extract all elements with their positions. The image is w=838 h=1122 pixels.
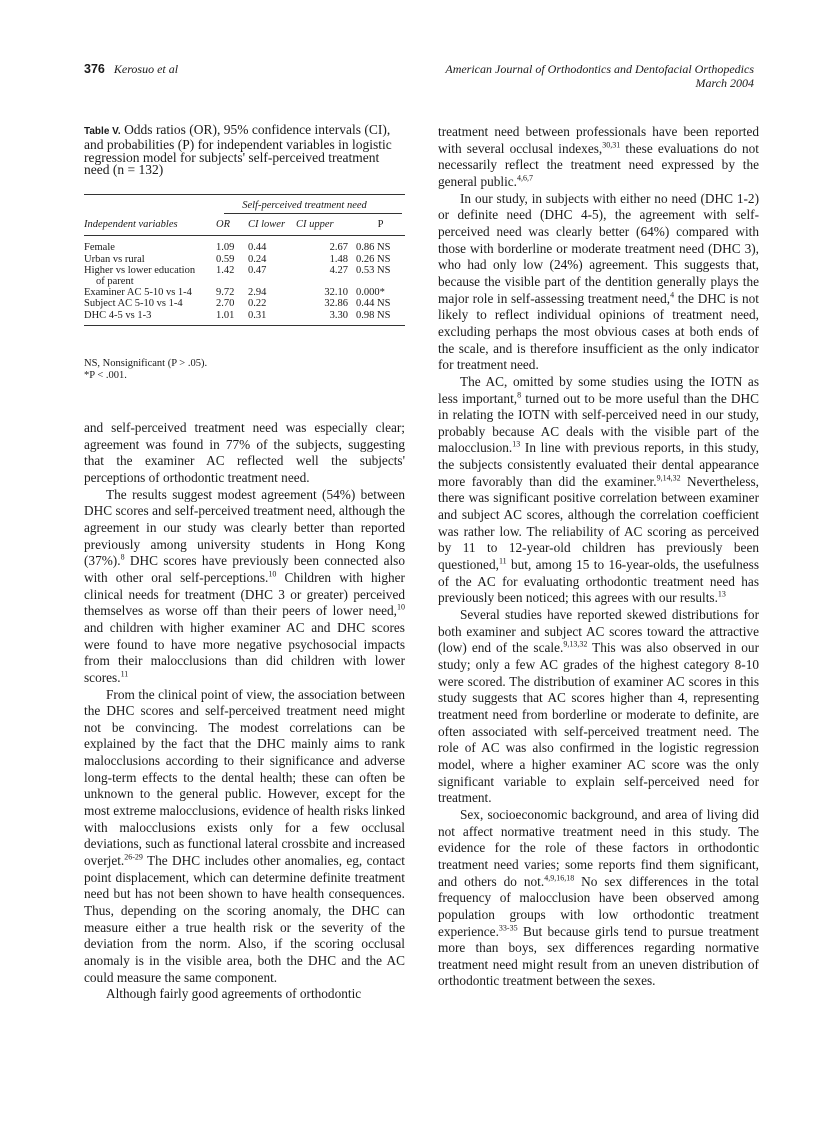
journal-issue: March 2004 (695, 76, 754, 90)
table-label: Table V. (84, 126, 121, 137)
paragraph: and self-perceived treatment need was especially clear; agreement was found in 77% of the subjects, suggesting that the examiner AC reflected well the subjects' perceptions of orthodontic treatment need. (84, 420, 405, 485)
row-ci-lower: 0.22 (248, 298, 267, 310)
table-footnotes (84, 358, 405, 382)
paragraph: From the clinical point of view, the association between the DHC scores and self-perceived treatment need might not be convincing. The modest correlations can be explained by the fact that the DHC mainly aims to rank malocclusions according to their significance and adverse long-term effects to the dental health; these can often be unknown to the general public. However, except for the most extreme malocclusions, evidence of health risks linked with malocclusions exists only for a few occlusal deviations, such as functional lateral crossbite and increased overjet.$^{26-29}$ The DHC includes other anomalies, eg, contact point displacement, which can determine definite treatment need but has not been shown to have health consequences. Thus, depending on the scoring anomaly, the DHC can measure either a true health risk or the severity of the deviation from the norm. Also, if the scoring occlusal anomaly is in the visible area, both the DHC and the AC could measure the same component. (84, 686, 405, 985)
row-ci-lower: 0.47 (248, 264, 267, 276)
row-p: 0.26 NS (356, 253, 391, 265)
right-column (438, 124, 759, 990)
col-header-ci-lower: CI lower (242, 214, 296, 236)
table-header-row (84, 214, 405, 236)
row-name: DHC 4-5 vs 1-3 (84, 310, 216, 326)
footnote-significance: *P < .001. (84, 370, 127, 381)
row-name: Urban vs rural (84, 253, 145, 265)
running-header-left (84, 62, 178, 76)
table-row (84, 310, 405, 326)
running-header-right (445, 62, 754, 90)
row-or: 0.59 (216, 253, 235, 265)
table-row (84, 298, 405, 309)
row-p: 0.53 NS (356, 264, 391, 276)
paragraph: Although fairly good agreements of orthodontic (106, 986, 362, 1002)
paragraph: Sex, socioeconomic background, and area of living did not affect normative treatment need in this study. The evidence for the role of these factors in orthodontic treatment need varies; some reports find them significant, and others do not.$^{4,9,16,18}$ No sex differences in the total frequency of malocclusion have been observed among population groups with low orthodontic treatment experience.$^{33-35}$ But because girls tend to pursue treatment more than boys, sex differences regarding normative treatment need might result from an uneven distribution of orthodontic treatment between the sexes. (438, 806, 759, 989)
row-ci-upper: 2.67 (329, 242, 348, 254)
row-ci-upper: 1.48 (329, 253, 348, 265)
left-column (84, 420, 405, 1003)
row-name: Examiner AC 5-10 vs 1-4 (84, 287, 192, 299)
row-name (84, 265, 216, 287)
paragraph: The results suggest modest agreement (54%) between DHC scores and self-perceived treatment need, although the agreement in our study was clearly better than reported previously among university students in Hong Kong (37%).$^8$ DHC scores have previously been connected also with other oral self-perceptions.$^{10}$ Children with higher clinical needs for treatment (DHC 3 or greater) perceived themselves as worse off than their peers of lower need,$^{10}$ and children with higher examiner AC and DHC scores were found to have more negative psychosocial impacts from their malocclusions than did children with lower scores.$^{11}$ (84, 486, 405, 685)
row-or: 1.01 (216, 310, 242, 326)
table-caption (84, 124, 405, 177)
row-p: 0.000* (356, 287, 385, 299)
table-spanner: Self-perceived treatment need (242, 200, 367, 211)
row-ci-upper: 32.10 (324, 287, 348, 299)
row-p: 0.86 NS (356, 242, 391, 254)
paragraph: treatment need between professionals have been reported with several occlusal indexes,$^{30,31}$ these evaluations do not necessarily reflect the treatment need expressed by the general public.$^{4,6,7}$ (438, 124, 759, 189)
row-p: 0.44 NS (356, 298, 391, 310)
row-or: 2.70 (216, 298, 235, 310)
row-or: 9.72 (216, 287, 235, 299)
table-row (84, 254, 405, 265)
row-name: Female (84, 242, 115, 254)
col-header-ci-upper: CI upper (296, 214, 348, 236)
row-or: 1.09 (216, 242, 235, 254)
paragraph: The AC, omitted by some studies using the IOTN as less important,$^8$ turned out to be more useful than the DHC in relating the IOTN with self-perceived need in our study, probably because AC deals with the visible part of the malocclusion.$^{13}$ In line with previous reports, in this study, the subjects consistently evaluated their dental appearance more favorably than did the examiner.$^{9,14,32}$ Nevertheless, there was significant positive correlation between examiner and subject AC scores, although the correlation coefficient was rather low. The reliability of AC scoring as perceived by 11 to 12-year-old children has previously been questioned,$^{11}$ but, among 15 to 16-year-olds, the usefulness of the AC for evaluating orthodontic treatment need has previously been noticed; this agrees with our results.$^{13}$ (438, 373, 759, 606)
regression-table (84, 194, 405, 326)
col-header-variables: Independent variables (84, 214, 216, 236)
row-name-line2: of parent (96, 276, 134, 288)
row-ci-upper: 3.30 (296, 310, 348, 326)
footnote-ns: NS, Nonsignificant (P > .05). (84, 358, 208, 369)
page-number: 376 (84, 62, 105, 76)
journal-title: American Journal of Orthodontics and Dentofacial Orthopedics (445, 62, 754, 76)
row-name-line1: Higher vs lower education (84, 264, 196, 276)
row-ci-lower: 0.44 (248, 242, 267, 254)
running-authors: Kerosuo et al (113, 62, 179, 76)
row-ci-upper: 4.27 (329, 264, 348, 276)
table-row (84, 265, 405, 287)
row-ci-upper: 32.86 (324, 298, 348, 310)
table-caption-text: Odds ratios (OR), 95% confidence intervals (CI), and probabilities (P) for independent variables in logistic regression model for subjects' self-perceived treatment need (n = 132) (84, 122, 392, 178)
row-ci-lower: 0.31 (242, 310, 296, 326)
paragraph: Several studies have reported skewed distributions for both examiner and subject AC scores toward the attractive (low) end of the scale.$^{9,13,32}$ This was also observed in our study; only a few AC grades of the highest category 8-10 were scored. The distribution of examiner AC scores in this study suggests that AC scores higher than 4, representing treatment need from borderline or moderate to definite, are often associated with self-perceived treatment need. The role of AC was also confirmed in the logistic regression model, where a higher examiner AC score was the only significant variable to explain self-perceived need for treatment. (438, 607, 759, 806)
col-header-p: P (348, 214, 405, 236)
row-p: 0.98 NS (348, 310, 405, 326)
row-name: Subject AC 5-10 vs 1-4 (84, 298, 183, 310)
row-ci-lower: 0.24 (248, 253, 267, 265)
row-ci-lower: 2.94 (248, 287, 267, 299)
table-row (84, 236, 405, 254)
col-header-or: OR (216, 214, 242, 236)
table-row (84, 287, 405, 298)
paragraph: In our study, in subjects with either no need (DHC 1-2) or definite need (DHC 4-5), the agreement with self-perceived need was clearly better (64%) compared with those with borderline or moderate treatment need (DHC 3), who had only low (24%) agreement. This suggests that, because the visible part of the dentition generally plays the major role in self-assessing treatment need,$^4$ the DHC is not likely to reflect individual opinions of treatment need, excluding perhaps the most obvious cases at both ends of the scale, and is therefore insufficient as the only indicator for treatment need. (438, 190, 759, 373)
row-or: 1.42 (216, 264, 235, 276)
